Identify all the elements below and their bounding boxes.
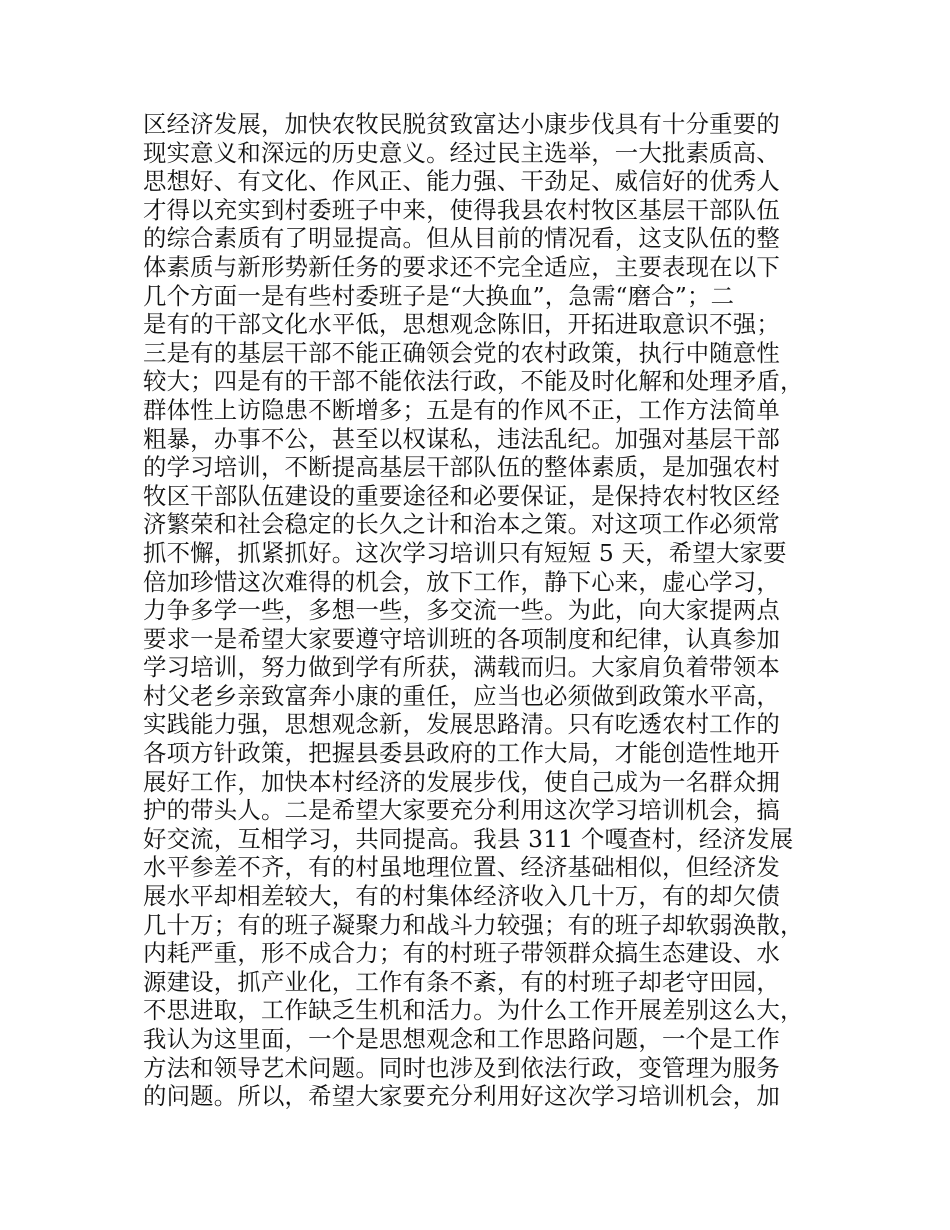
text-line: 抓不懈，抓紧抓好。这次学习培训只有短短 5 天，希望大家要 xyxy=(143,538,787,567)
text-line: 要求一是希望大家要遵守培训班的各项制度和纪律，认真参加 xyxy=(143,624,780,653)
text-line: 几十万；有的班子凝聚力和战斗力较强；有的班子却软弱涣散， xyxy=(143,910,804,939)
text-line: 水平参差不齐，有的村虽地理位置、经济基础相似，但经济发 xyxy=(143,853,780,882)
text-line: 各项方针政策，把握县委县政府的工作大局，才能创造性地开 xyxy=(143,739,780,768)
text-line: 较大；四是有的干部不能依法行政，不能及时化解和处理矛盾， xyxy=(143,367,804,396)
text-line: 体素质与新形势新任务的要求还不完全适应，主要表现在以下 xyxy=(143,252,780,281)
text-line: 济繁荣和社会稳定的长久之计和治本之策。对这项工作必须常 xyxy=(143,510,780,539)
text-line: 的学习培训，不断提高基层干部队伍的整体素质，是加强农村 xyxy=(143,453,780,482)
text-line: 才得以充实到村委班子中来，使得我县农村牧区基层干部队伍 xyxy=(143,195,780,224)
text-line: 好交流，互相学习，共同提高。我县 311 个嘎查村，经济发展 xyxy=(143,824,794,853)
text-line: 三是有的基层干部不能正确领会党的农村政策，执行中随意性 xyxy=(143,338,780,367)
text-line: 的问题。所以，希望大家要充分利用好这次学习培训机会，加 xyxy=(143,1082,780,1111)
body-text xyxy=(143,110,815,1111)
text-line: 的综合素质有了明显提高。但从目前的情况看，这支队伍的整 xyxy=(143,224,780,253)
text-line: 倍加珍惜这次难得的机会，放下工作，静下心来，虚心学习， xyxy=(143,567,780,596)
text-line: 源建设，抓产业化，工作有条不紊，有的村班子却老守田园， xyxy=(143,967,780,996)
text-line: 展水平却相差较大，有的村集体经济收入几十万，有的却欠债 xyxy=(143,882,780,911)
text-line: 思想好、有文化、作风正、能力强、干劲足、威信好的优秀人 xyxy=(143,167,780,196)
text-line: 几个方面一是有些村委班子是“大换血”，急需“磨合”；二 xyxy=(143,281,735,310)
text-line: 不思进取，工作缺乏生机和活力。为什么工作开展差别这么大， xyxy=(143,996,804,1025)
text-line: 群体性上访隐患不断增多；五是有的作风不正，工作方法简单 xyxy=(143,395,780,424)
text-line: 方法和领导艺术问题。同时也涉及到依法行政，变管理为服务 xyxy=(143,1053,780,1082)
text-line: 实践能力强，思想观念新，发展思路清。只有吃透农村工作的 xyxy=(143,710,780,739)
text-line: 学习培训，努力做到学有所获，满载而归。大家肩负着带领本 xyxy=(143,653,780,682)
text-line: 粗暴，办事不公，甚至以权谋私，违法乱纪。加强对基层干部 xyxy=(143,424,780,453)
text-line: 展好工作，加快本村经济的发展步伐，使自己成为一名群众拥 xyxy=(143,767,780,796)
text-line: 内耗严重，形不成合力；有的村班子带领群众搞生态建设、水 xyxy=(143,939,780,968)
text-line: 我认为这里面，一个是思想观念和工作思路问题，一个是工作 xyxy=(143,1025,780,1053)
text-line: 力争多学一些，多想一些，多交流一些。为此，向大家提两点 xyxy=(143,596,780,625)
text-line: 区经济发展，加快农牧民脱贫致富达小康步伐具有十分重要的 xyxy=(143,110,780,138)
text-line: 村父老乡亲致富奔小康的重任，应当也必须做到政策水平高， xyxy=(143,681,780,710)
text-line: 现实意义和深远的历史意义。经过民主选举，一大批素质高、 xyxy=(143,138,780,167)
text-line: 是有的干部文化水平低，思想观念陈旧，开拓进取意识不强； xyxy=(143,310,780,339)
text-line: 牧区干部队伍建设的重要途径和必要保证，是保持农村牧区经 xyxy=(143,481,780,510)
text-line: 护的带头人。二是希望大家要充分利用这次学习培训机会，搞 xyxy=(143,796,780,825)
